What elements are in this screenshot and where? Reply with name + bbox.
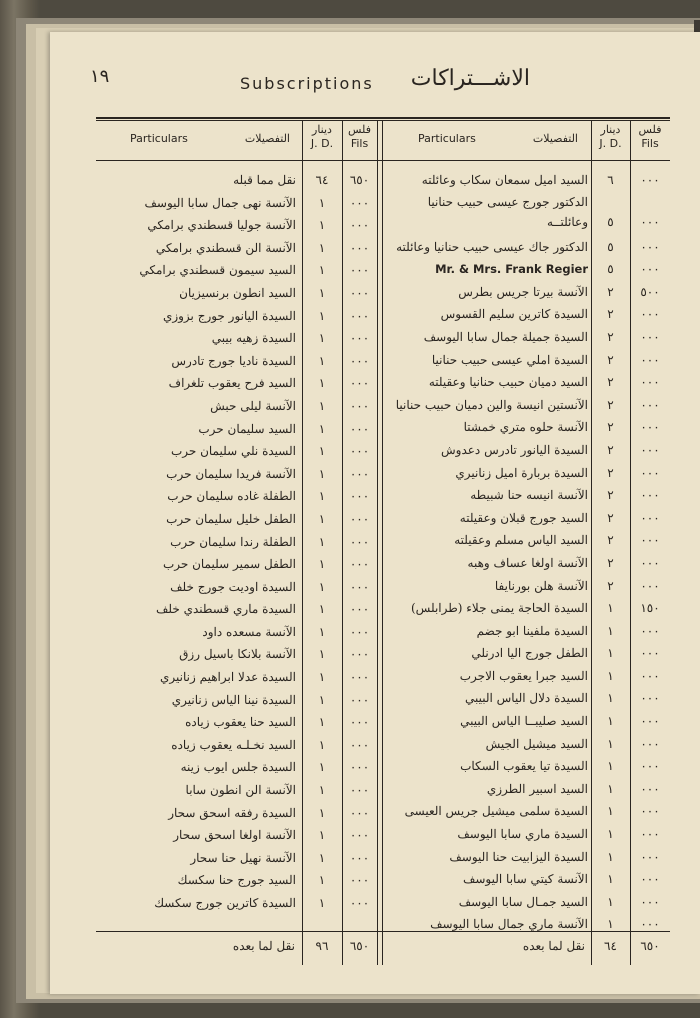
table-row: [0, 440, 700, 463]
dinar-amount: ٢: [607, 307, 614, 322]
subscriber-name: السيدة اليانور تادرس دعدوش: [441, 442, 588, 457]
table-row: [0, 711, 700, 734]
fils-amount: ٠٠٠: [349, 737, 370, 752]
dinar-amount: ١: [318, 602, 326, 617]
subscriber-name: الآنسة هلن بورنايفا: [494, 578, 588, 593]
subscriber-name: السيدة بربارة اميل زنانيري: [455, 465, 588, 480]
dinar-amount: ١: [318, 624, 326, 639]
subscriber-name: السيدة ملفينا ابو جضم: [476, 623, 588, 638]
subscriber-name: السيدة ماري سابا اليوسف: [457, 827, 588, 842]
dinar-amount: ١: [318, 240, 326, 255]
page-title-english: Subscriptions: [240, 74, 374, 93]
fils-amount: ٠٠٠: [349, 263, 370, 278]
fils-amount: ٠٠٠: [349, 579, 370, 594]
dinar-amount: ١: [318, 218, 326, 233]
table-row: [0, 282, 700, 305]
fils-amount: ٠٠٠: [349, 240, 370, 255]
dinar-amount: ١: [318, 805, 326, 820]
fils-amount: ٠٠٠: [640, 917, 660, 932]
dinar-amount: ٢: [607, 329, 614, 344]
fils-amount: ٠٠٠: [640, 307, 660, 322]
subscriber-name: السيد فرح يعقوب تلغراف: [168, 376, 296, 391]
dinar-amount: ١: [607, 917, 614, 932]
subscriber-name: الآنسة نهى جمال سابا اليوسف: [144, 195, 296, 210]
fils-amount: ٠٠٠: [349, 805, 370, 820]
table-row: [0, 847, 700, 870]
table-row: [0, 621, 700, 644]
dinar-amount: ١: [607, 827, 614, 842]
page-number: ١٩: [90, 66, 110, 87]
fils-amount: ٠٠٠: [640, 420, 660, 435]
fils-amount: ٠٠٠: [349, 670, 370, 685]
dinar-amount: ١: [318, 421, 326, 436]
fils-amount: ٠٠٠: [640, 173, 660, 187]
subscriber-name: السيدة كاترين جورج سكسك: [154, 896, 296, 910]
fils-amount: ٠٠٠: [640, 375, 660, 390]
fils-amount: ٠٠٠: [349, 466, 370, 481]
subscriber-name: السيد سيمون قسطندي برامكي: [139, 263, 296, 278]
table-row: [0, 598, 700, 621]
dinar-amount: ٥: [607, 262, 614, 277]
subscriber-name: الطفل خليل سليمان حرب: [166, 511, 296, 526]
subscriber-name: الآنسة انيسه حنا شبيطه: [470, 488, 588, 503]
table-row: [0, 418, 700, 441]
fils-amount: ٠٠٠: [349, 557, 370, 572]
table-row: [0, 485, 700, 508]
fils-amount: ٦٥٠: [349, 173, 370, 187]
subscriber-name: السيدة كاترين سليم القسوس: [440, 307, 588, 322]
dinar-amount: ١: [607, 894, 614, 909]
subscriber-name: الآنستين انيسة والين دميان حبيب حنانيا: [395, 397, 588, 412]
dinar-amount: ٢: [607, 420, 614, 435]
table-row: [0, 350, 700, 373]
table-row: [0, 779, 700, 802]
carry-forward-label: نقل لما بعده: [232, 939, 295, 953]
fils-amount: ٠٠٠: [349, 534, 370, 549]
subscriber-name: الآنسة مسعده داود: [202, 624, 296, 639]
dinar-amount: ٥: [607, 239, 614, 254]
fils-amount: ٠٠٠: [640, 736, 660, 751]
fils-amount: ٠٠٠: [640, 465, 660, 480]
table-row: [0, 305, 700, 328]
subscriber-name: السيدة عدلا ابراهيم زنانيري: [160, 670, 296, 685]
subscriber-name: الطفلة رندا سليمان حرب: [170, 534, 296, 549]
subscriber-name: الآنسة نهيل حنا سحار: [190, 850, 296, 865]
subscriber-name: السيد صليبــا الياس البيبي: [460, 714, 588, 729]
subscriber-name: السيد سليمان حرب: [198, 421, 296, 436]
carry-forward-dinar: ٩٦: [315, 939, 329, 953]
subscriber-name: نقل مما قبله: [233, 173, 296, 187]
fils-amount: ٠٠٠: [640, 488, 660, 503]
subscriber-name: الطفلة غاده سليمان حرب: [167, 489, 296, 504]
fils-amount: ٠٠٠: [640, 442, 660, 457]
dinar-amount: ١: [607, 601, 614, 616]
subscriber-name: الطفل جورج اليا ادرنلي: [471, 646, 588, 661]
table-row: [0, 913, 700, 936]
fils-amount: ٠٠٠: [349, 647, 370, 662]
dinar-amount: ١: [318, 511, 326, 526]
table-top-rule: [96, 117, 670, 119]
dinar-amount: ١: [318, 398, 326, 413]
fils-amount: ٠٠٠: [349, 692, 370, 707]
dinar-amount: ١: [318, 760, 326, 775]
table-row: [0, 576, 700, 599]
fils-amount: ٠٠٠: [349, 715, 370, 730]
fils-amount: ٠٠٠: [640, 668, 660, 683]
dinar-amount: ١: [318, 263, 326, 278]
subscriber-name: السيدة رفقه اسحق سحار: [168, 805, 296, 820]
table-row: [0, 802, 700, 825]
dinar-amount: ٢: [607, 397, 614, 412]
fils-amount: ٠٠٠: [640, 239, 660, 254]
fils-amount: ٠٠٠: [349, 850, 370, 865]
dinar-amount: ٢: [607, 284, 614, 299]
dinar-amount: ١: [318, 308, 326, 323]
dinar-amount: ١: [318, 285, 326, 300]
fils-amount: ٥٠٠: [640, 284, 660, 299]
fils-amount: ٠٠٠: [640, 578, 660, 593]
fils-amount: ٠٠٠: [349, 308, 370, 323]
subscriber-name: الطفل سمير سليمان حرب: [162, 557, 296, 572]
subscriber-name: الآنسة كيتي سابا اليوسف: [462, 872, 588, 887]
subscriber-name: السيدة جميلة جمال سابا اليوسف: [423, 329, 588, 344]
subscriber-name: السيدة ناديا جورج تادرس: [171, 353, 296, 368]
fils-amount: ٠٠٠: [640, 759, 660, 774]
subscriber-name: الآنسة ليلى حبش: [210, 398, 296, 413]
dinar-amount: ١: [318, 783, 326, 798]
fils-amount: ٠٠٠: [349, 783, 370, 798]
subscriber-name: الآنسة الن انطون سابا: [185, 783, 296, 798]
subscriber-name: الدكتور جاك عيسى حبيب حنانيا وعائلته: [396, 239, 588, 254]
fils-amount: ٠٠٠: [640, 872, 660, 887]
dinar-amount: ٢: [607, 442, 614, 457]
left-subscription-table: [0, 169, 700, 915]
fils-amount: ٠٠٠: [640, 714, 660, 729]
table-row: [0, 756, 700, 779]
dinar-amount: ١: [318, 444, 326, 459]
dinar-amount: ١: [607, 668, 614, 683]
table-row: [0, 666, 700, 689]
subscriber-name: السيد جورج قبلان وعقيلته: [459, 510, 588, 525]
dinar-amount: ١: [607, 804, 614, 819]
fils-amount: ٠٠٠: [349, 511, 370, 526]
dinar-amount: ١: [607, 714, 614, 729]
fils-amount: ٠٠٠: [640, 827, 660, 842]
subscriber-name: السيدة جلس ايوب زينه: [180, 760, 296, 775]
fils-amount: ٠٠٠: [640, 691, 660, 706]
fils-amount: ٠٠٠: [349, 421, 370, 436]
dinar-amount: ٢: [607, 375, 614, 390]
fils-amount: ٠٠٠: [349, 873, 370, 888]
carry-forward-fils: ٦٥٠: [640, 939, 660, 953]
table-row: [0, 643, 700, 666]
subscriber-name: الآنسة ماري جمال سابا اليوسف: [430, 917, 588, 932]
table-row: [0, 463, 700, 486]
table-row: [0, 214, 700, 237]
carry-forward-label: نقل لما بعده: [522, 939, 585, 953]
table-row: [0, 531, 700, 554]
fils-amount: ٠٠٠: [640, 329, 660, 344]
subscriber-name: السيد حنا يعقوب زياده: [185, 715, 296, 730]
dinar-amount: ١: [607, 736, 614, 751]
dinar-amount: ١: [607, 849, 614, 864]
fils-amount: ٠٠٠: [349, 896, 370, 910]
subscriber-name: الآنسة اولغا عساف وهبه: [467, 555, 588, 570]
subscriber-name: السيد جبرا يعقوب الاجرب: [459, 668, 588, 683]
table-row: [0, 553, 700, 576]
table-top-rule: [96, 120, 670, 121]
dinar-amount: ١: [318, 692, 326, 707]
dinar-amount: ٢: [607, 510, 614, 525]
fils-amount: ٠٠٠: [640, 781, 660, 796]
dinar-amount: ٢: [607, 533, 614, 548]
subscriber-name: السيدة دلال الياس البيبي: [464, 691, 588, 706]
dinar-amount: ١: [607, 623, 614, 638]
subscriber-name: السيد نخـلـه يعقوب زياده: [171, 737, 296, 752]
fils-amount: ٠٠٠: [640, 623, 660, 638]
subscriber-name: الآنسة بلانكا باسيل رزق: [179, 647, 296, 662]
fils-amount: ٠٠٠: [640, 894, 660, 909]
fils-amount: ٠٠٠: [349, 353, 370, 368]
fils-amount: ٠٠٠: [349, 376, 370, 391]
dinar-amount: ١: [607, 646, 614, 661]
subscriber-name: Mr. & Mrs. Frank Regier: [435, 262, 588, 277]
fils-amount: ٠٠٠: [349, 398, 370, 413]
subscriber-name: الآنسة حلوه متري خمشتا: [463, 420, 588, 435]
fils-amount: ٠٠٠: [349, 444, 370, 459]
dinar-amount: ١: [318, 557, 326, 572]
left-fils-header: فلس Fils: [348, 123, 371, 150]
dinar-amount: ١: [318, 579, 326, 594]
subscriber-name: الآنسة اولغا اسحق سحار: [173, 828, 296, 843]
dinar-amount: ٢: [607, 488, 614, 503]
dinar-amount: ١: [318, 534, 326, 549]
dinar-amount: ٦٤: [315, 173, 329, 187]
dinar-amount: ١: [607, 781, 614, 796]
dinar-amount: ١: [318, 896, 326, 910]
subscriber-name: السيد انطون برنسيزيان: [179, 285, 296, 300]
subscriber-name: السيدة اليزابيت حنا اليوسف: [449, 849, 588, 864]
page-title-arabic: الاشـــتراكات: [410, 66, 530, 91]
carry-forward-fils: ٦٥٠: [349, 939, 370, 953]
subscriber-name: السيدة سلمى ميشيل جريس العيسى: [404, 804, 588, 819]
dinar-amount: ٦: [607, 173, 614, 187]
dinar-amount: ٥: [607, 214, 614, 229]
subscriber-name: الدكتور جورج عيسى حبيب حنانيا وعائلتــه: [427, 194, 588, 229]
subscriber-name: الآنسة بيرتا جريس بطرس: [458, 284, 588, 299]
subscriber-name: السيدة املي عيسى حبيب حنانيا: [431, 352, 588, 367]
dinar-amount: ٢: [607, 555, 614, 570]
table-row: [0, 259, 700, 282]
dinar-amount: ١: [318, 737, 326, 752]
subscriber-name: السيد جورج حنا سكسك: [177, 873, 296, 888]
fils-amount: ٠٠٠: [640, 214, 660, 229]
fils-amount: ٠٠٠: [349, 218, 370, 233]
fils-amount: ٠٠٠: [640, 555, 660, 570]
subscriber-name: السيدة تيا يعقوب السكاب: [460, 759, 588, 774]
dinar-amount: ١: [318, 489, 326, 504]
fils-amount: ١٥٠: [640, 601, 660, 616]
dinar-amount: ١: [607, 691, 614, 706]
fils-amount: ٠٠٠: [349, 602, 370, 617]
subscriber-name: الآنسة جوليا قسطندي برامكي: [147, 218, 296, 233]
table-row: [0, 169, 700, 192]
table-row: [0, 192, 700, 215]
fils-amount: ٠٠٠: [349, 624, 370, 639]
right-dinar-header: دينار J. D.: [599, 123, 622, 150]
fils-amount: ٠٠٠: [349, 760, 370, 775]
table-row: [0, 689, 700, 712]
left-dinar-header: دينار J. D.: [310, 123, 334, 150]
dinar-amount: ١: [318, 331, 326, 346]
dinar-amount: ١: [318, 376, 326, 391]
subscriber-name: السيدة اليانور جورج بزوزي: [162, 308, 296, 323]
fils-amount: ٠٠٠: [640, 533, 660, 548]
right-fils-header: فلس Fils: [638, 123, 662, 150]
subscriber-name: الآنسة فريدا سليمان حرب: [166, 466, 296, 481]
fils-amount: ٠٠٠: [349, 285, 370, 300]
subscriber-name: السيد اميل سمعان سكاب وعائلته: [421, 173, 588, 187]
fils-amount: ٠٠٠: [349, 331, 370, 346]
table-row: [0, 734, 700, 757]
header-rule: [96, 160, 670, 161]
fils-amount: ٠٠٠: [349, 828, 370, 843]
subscriber-name: السيد الياس مسلم وعقيلته: [454, 533, 588, 548]
fils-amount: ٠٠٠: [640, 262, 660, 277]
dinar-amount: ١: [318, 715, 326, 730]
dinar-amount: ٢: [607, 578, 614, 593]
carry-forward-dinar: ٦٤: [604, 939, 617, 953]
fils-amount: ٠٠٠: [640, 510, 660, 525]
subscriber-name: السيدة ماري قسطندي خلف: [155, 602, 296, 617]
table-row: [0, 869, 700, 892]
subscriber-name: السيد اسبير الطرزي: [486, 781, 588, 796]
dinar-amount: ١: [318, 670, 326, 685]
dinar-amount: ١: [607, 872, 614, 887]
subscriber-name: السيدة نلي سليمان حرب: [170, 444, 296, 459]
dinar-amount: ١: [607, 759, 614, 774]
dinar-amount: ١: [318, 647, 326, 662]
subscriber-name: السيد جمـال سابا اليوسف: [458, 894, 588, 909]
dinar-amount: ١: [318, 873, 326, 888]
fils-amount: ٠٠٠: [640, 352, 660, 367]
table-row: [0, 372, 700, 395]
subscriber-name: السيد ميشيل الجيش: [485, 736, 588, 751]
fils-amount: ٠٠٠: [349, 489, 370, 504]
dinar-amount: ١: [318, 828, 326, 843]
table-row: [0, 395, 700, 418]
dinar-amount: ١: [318, 195, 326, 210]
table-row: [0, 892, 700, 915]
dinar-amount: ١: [318, 466, 326, 481]
dinar-amount: ١: [318, 850, 326, 865]
table-row: [0, 327, 700, 350]
table-row: [0, 824, 700, 847]
subscriber-name: الآنسة الن قسطندي برامكي: [155, 240, 296, 255]
subscriber-name: السيد دميان حبيب حنانيا وعقيلته: [428, 375, 588, 390]
fils-amount: ٠٠٠: [640, 849, 660, 864]
dinar-amount: ٢: [607, 352, 614, 367]
subscriber-name: السيدة اوديت جورج خلف: [170, 579, 296, 594]
fils-amount: ٠٠٠: [640, 397, 660, 412]
dinar-amount: ٢: [607, 465, 614, 480]
subscriber-name: السيدة زهيه بيبي: [211, 331, 296, 346]
subscriber-name: السيدة نينا الياس زنانيري: [171, 692, 296, 707]
dinar-amount: ١: [318, 353, 326, 368]
fils-amount: ٠٠٠: [640, 646, 660, 661]
fils-amount: ٠٠٠: [349, 195, 370, 210]
subscriber-name: السيدة الحاجة يمنى جلاء (طرابلس): [410, 601, 588, 616]
fils-amount: ٠٠٠: [640, 804, 660, 819]
table-row: [0, 508, 700, 531]
table-row: [0, 237, 700, 260]
